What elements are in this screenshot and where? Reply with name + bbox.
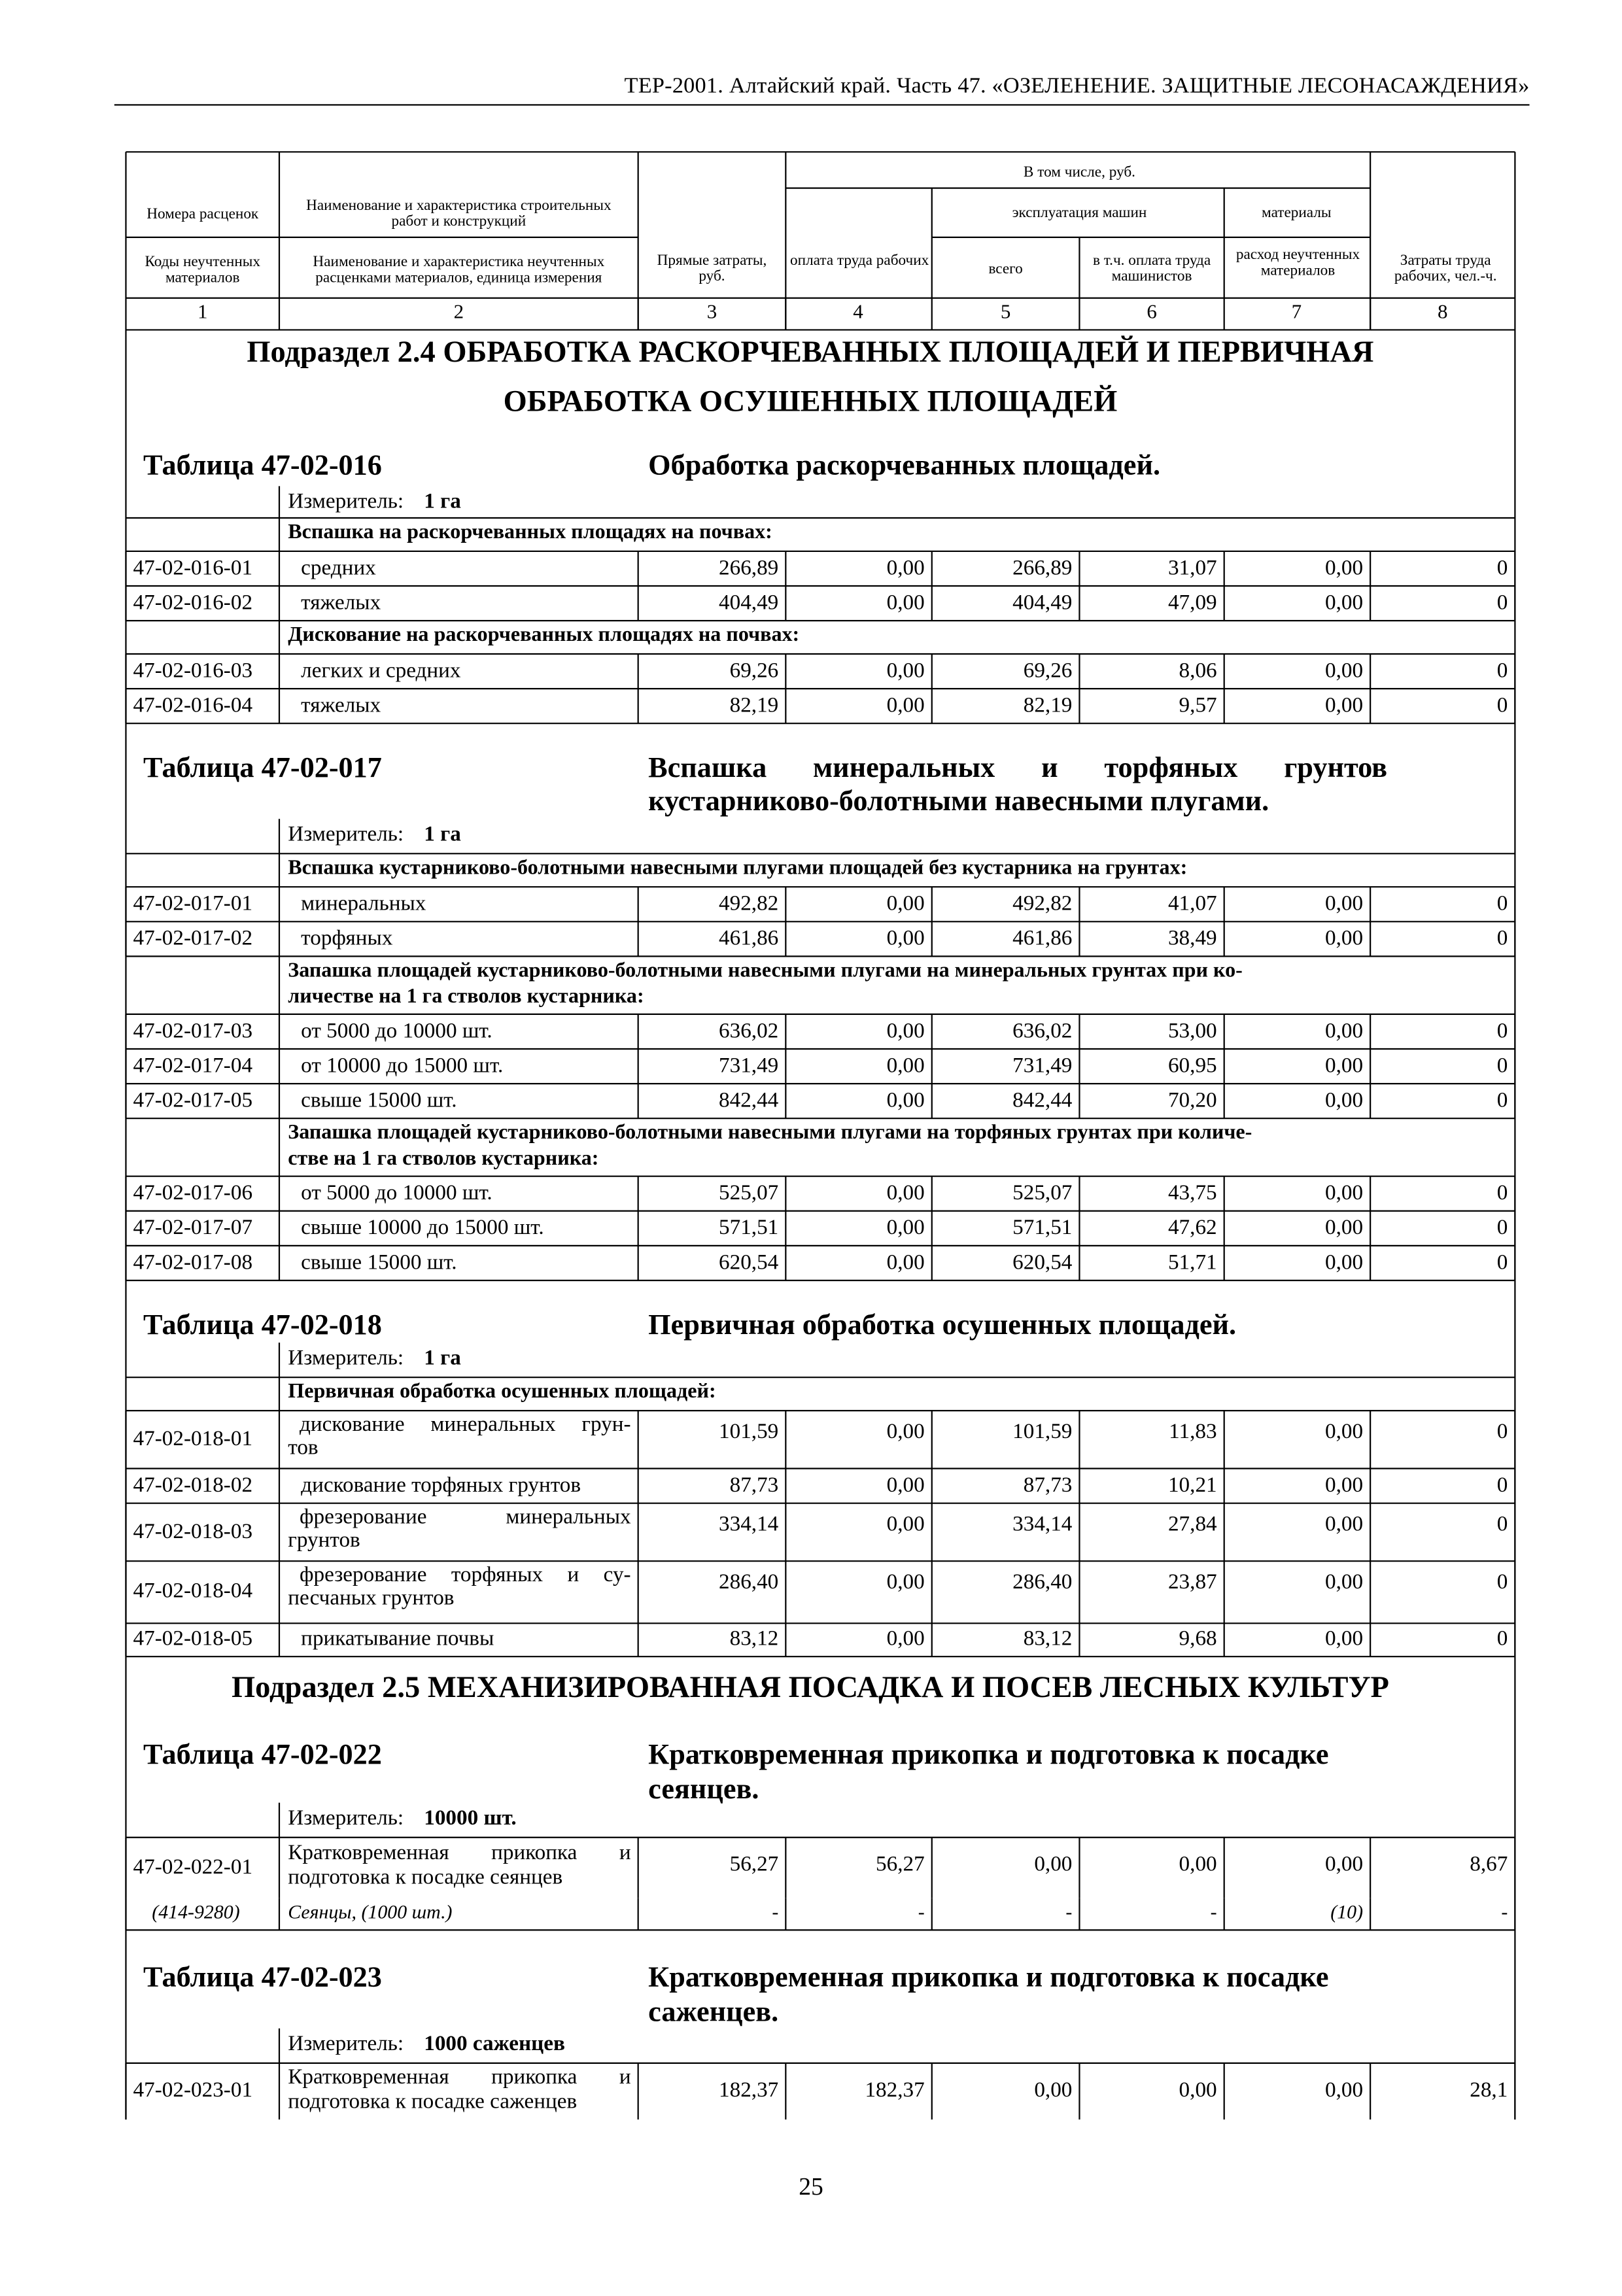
header-incl: В том числе, руб. (1023, 165, 1135, 181)
rate-code: 47-02-017-07 (133, 1216, 253, 1239)
header-col5: всего (988, 262, 1023, 278)
header-col7: расход неучтенных материалов (1235, 247, 1360, 280)
work-name-cont: тов (288, 1436, 319, 1460)
material-value-col-7: (10) (1330, 1901, 1364, 1923)
table-label: Таблица 47-02-022 (143, 1739, 382, 1771)
table-title: Кратковременная прикопка и подготовка к посадке (648, 1739, 1329, 1771)
unit-label: Измеритель: (288, 1346, 404, 1371)
column-number-1: 1 (197, 302, 208, 324)
rate-code: 47-02-018-02 (133, 1473, 253, 1497)
value-col-3: 334,14 (719, 1513, 779, 1537)
value-col-3: 492,82 (719, 891, 779, 916)
value-col-5: 69,26 (1023, 659, 1073, 683)
value-col-4: 0,00 (886, 891, 925, 916)
rate-code: 47-02-018-05 (133, 1627, 253, 1651)
column-number-5: 5 (1000, 302, 1011, 324)
rate-code: 47-02-017-01 (133, 891, 253, 916)
value-col-5: 571,51 (1012, 1216, 1073, 1239)
rate-code: 47-02-017-05 (133, 1088, 253, 1112)
value-col-7: 0,00 (1325, 1420, 1364, 1444)
work-name: тяжелых (301, 693, 381, 717)
value-col-7: 0,00 (1325, 1473, 1364, 1497)
value-col-4: 0,00 (886, 591, 925, 615)
value-col-7: 0,00 (1325, 659, 1364, 683)
value-col-3: 636,02 (719, 1019, 779, 1043)
value-col-4: 0,00 (886, 1019, 925, 1043)
value-col-5: 334,14 (1012, 1513, 1073, 1537)
value-col-8: 28,1 (1470, 2079, 1508, 2102)
value-col-8: 0 (1496, 1571, 1508, 1595)
work-name: Кратковременная прикопка и (288, 1842, 631, 1865)
work-name-cont: песчаных грунтов (288, 1587, 455, 1611)
value-col-4: 0,00 (886, 1571, 925, 1595)
value-col-7: 0,00 (1325, 1019, 1364, 1043)
value-col-3: 525,07 (719, 1181, 779, 1205)
value-col-6: 9,57 (1179, 693, 1217, 717)
value-col-7: 0,00 (1325, 1853, 1364, 1877)
value-col-3: 731,49 (719, 1054, 779, 1078)
value-col-6: 43,75 (1167, 1181, 1217, 1205)
value-col-6: 31,07 (1167, 556, 1217, 580)
work-name: фрезерование минеральных (299, 1506, 631, 1530)
value-col-8: 0 (1496, 891, 1508, 916)
value-col-4: 0,00 (886, 1420, 925, 1444)
work-name: от 5000 до 10000 шт. (301, 1181, 492, 1205)
unit-value: 1 га (424, 823, 461, 847)
value-col-3: 182,37 (719, 2079, 779, 2102)
header-col8: Затраты труда рабочих, чел.-ч. (1394, 253, 1497, 285)
value-col-7: 0,00 (1325, 591, 1364, 615)
rate-code: 47-02-018-01 (133, 1427, 253, 1450)
rate-code: 47-02-017-04 (133, 1054, 253, 1078)
value-col-5: 83,12 (1023, 1627, 1073, 1651)
value-col-4: 0,00 (886, 1473, 925, 1497)
group-heading: Запашка площадей кустарниково-болотными навесными плугами на минеральных грунтах при ко- (288, 959, 1243, 983)
value-col-8: 8,67 (1470, 1853, 1508, 1877)
unit-label: Измеритель: (288, 823, 404, 847)
unit-value: 1000 саженцев (424, 2032, 565, 2056)
column-number-4: 4 (853, 302, 863, 324)
value-col-7: 0,00 (1325, 556, 1364, 580)
header-col1-top: Номера расценок (147, 207, 259, 223)
value-col-3: 461,86 (719, 927, 779, 950)
value-col-3: 266,89 (719, 556, 779, 580)
rate-code: 47-02-018-03 (133, 1520, 253, 1543)
value-col-8: 0 (1496, 591, 1508, 615)
value-col-6: 11,83 (1169, 1420, 1217, 1444)
subsection-title: Подраздел 2.5 МЕХАНИЗИРОВАННАЯ ПОСАДКА И ПОСЕВ ЛЕСНЫХ КУЛЬТУР (231, 1670, 1389, 1705)
value-col-6: 8,06 (1179, 659, 1217, 683)
value-col-6: 38,49 (1167, 927, 1217, 950)
value-col-8: 0 (1496, 659, 1508, 683)
material-value-col-3: - (772, 1901, 779, 1923)
rate-code: 47-02-016-03 (133, 659, 253, 683)
value-col-3: 286,40 (719, 1571, 779, 1595)
table-title-line2: кустарниково-болотными навесными плугами. (648, 785, 1269, 818)
value-col-7: 0,00 (1325, 1088, 1364, 1112)
page-number: 25 (799, 2173, 823, 2201)
value-col-8: 0 (1496, 1627, 1508, 1651)
work-name: дискование минеральных грун- (299, 1413, 631, 1437)
value-col-6: 10,21 (1167, 1473, 1217, 1497)
value-col-5: 0,00 (1034, 1853, 1073, 1877)
value-col-3: 69,26 (729, 659, 779, 683)
table-title-line2: сеянцев. (648, 1773, 759, 1806)
work-name: свыше 15000 шт. (301, 1250, 457, 1275)
value-col-7: 0,00 (1325, 1627, 1364, 1651)
work-name: свыше 15000 шт. (301, 1088, 457, 1112)
header-col2-top: Наименование и характеристика строительных работ и конструкций (306, 198, 612, 230)
value-col-6: 47,62 (1167, 1216, 1217, 1239)
rate-code: 47-02-016-02 (133, 591, 253, 615)
table-title: Кратковременная прикопка и подготовка к посадке (648, 1962, 1329, 1994)
work-name: Кратковременная прикопка и (288, 2066, 631, 2089)
value-col-7: 0,00 (1325, 927, 1364, 950)
column-number-6: 6 (1147, 302, 1157, 324)
value-col-4: 0,00 (886, 1054, 925, 1078)
material-value-col-8: - (1501, 1901, 1508, 1923)
material-name: Сеянцы, (1000 шт.) (288, 1901, 453, 1923)
header-col1-bottom: Коды неучтенных материалов (145, 254, 260, 287)
value-col-3: 404,49 (719, 591, 779, 615)
value-col-3: 842,44 (719, 1088, 779, 1112)
value-col-3: 571,51 (719, 1216, 779, 1239)
work-name: прикатывание почвы (301, 1627, 494, 1651)
unit-label: Измеритель: (288, 2032, 404, 2056)
group-heading-cont: личестве на 1 га стволов кустарника: (288, 985, 644, 1009)
group-heading: Вспашка на раскорчеванных площадях на почвах: (288, 521, 772, 544)
value-col-6: 60,95 (1167, 1054, 1217, 1078)
value-col-8: 0 (1496, 1054, 1508, 1078)
value-col-8: 0 (1496, 1216, 1508, 1239)
value-col-5: 286,40 (1012, 1571, 1073, 1595)
value-col-5: 82,19 (1023, 693, 1073, 717)
value-col-6: 53,00 (1167, 1019, 1217, 1043)
table-title: Вспашка минеральных и торфяных грунтов (648, 752, 1388, 785)
value-col-4: 0,00 (886, 1250, 925, 1275)
unit-value: 10000 шт. (424, 1807, 517, 1830)
value-col-3: 87,73 (729, 1473, 779, 1497)
value-col-5: 101,59 (1012, 1420, 1073, 1444)
column-number-8: 8 (1438, 302, 1448, 324)
header-col2-bottom: Наименование и характеристика неучтенных расценками материалов, единица измерения (313, 254, 605, 287)
rate-code: 47-02-023-01 (133, 2079, 253, 2102)
value-col-5: 620,54 (1012, 1250, 1073, 1275)
value-col-6: 47,09 (1167, 591, 1217, 615)
work-name-cont: подготовка к посадке саженцев (288, 2090, 578, 2114)
value-col-3: 620,54 (719, 1250, 779, 1275)
value-col-4: 0,00 (886, 659, 925, 683)
value-col-5: 0,00 (1034, 2079, 1073, 2102)
value-col-7: 0,00 (1325, 1513, 1364, 1537)
work-name: средних (301, 556, 376, 580)
header-col3: Прямые затраты, руб. (657, 253, 767, 285)
column-number-2: 2 (453, 302, 464, 324)
value-col-3: 101,59 (719, 1420, 779, 1444)
table-title: Обработка раскорчеванных площадей. (648, 450, 1161, 482)
value-col-6: 41,07 (1167, 891, 1217, 916)
value-col-8: 0 (1496, 1088, 1508, 1112)
table-label: Таблица 47-02-018 (143, 1309, 382, 1341)
value-col-5: 842,44 (1012, 1088, 1073, 1112)
work-name: тяжелых (301, 591, 381, 615)
value-col-6: 0,00 (1179, 2079, 1217, 2102)
value-col-8: 0 (1496, 693, 1508, 717)
rate-code: 47-02-017-06 (133, 1181, 253, 1205)
group-heading: Первичная обработка осушенных площадей: (288, 1380, 716, 1404)
value-col-4: 0,00 (886, 1181, 925, 1205)
value-col-7: 0,00 (1325, 1181, 1364, 1205)
value-col-8: 0 (1496, 556, 1508, 580)
value-col-5: 266,89 (1012, 556, 1073, 580)
value-col-6: 51,71 (1167, 1250, 1217, 1275)
rate-code: 47-02-017-02 (133, 927, 253, 950)
value-col-5: 404,49 (1012, 591, 1073, 615)
rate-code: 47-02-017-08 (133, 1250, 253, 1275)
rate-code: 47-02-016-04 (133, 693, 253, 717)
value-col-7: 0,00 (1325, 891, 1364, 916)
rate-code: 47-02-018-04 (133, 1579, 253, 1603)
subsection-title: Подраздел 2.4 ОБРАБОТКА РАСКОРЧЕВАННЫХ ПЛОЩАДЕЙ И ПЕРВИЧНАЯ (247, 334, 1374, 369)
value-col-8: 0 (1496, 1181, 1508, 1205)
group-heading-cont: стве на 1 га стволов кустарника: (288, 1147, 599, 1171)
rate-code: 47-02-016-01 (133, 556, 253, 580)
table-title: Первичная обработка осушенных площадей. (648, 1309, 1237, 1341)
value-col-4: 0,00 (886, 693, 925, 717)
material-value-col-5: - (1065, 1901, 1073, 1923)
value-col-7: 0,00 (1325, 1250, 1364, 1275)
value-col-7: 0,00 (1325, 2079, 1364, 2102)
table-label: Таблица 47-02-016 (143, 450, 382, 482)
value-col-4: 0,00 (886, 1513, 925, 1537)
work-name: торфяных (301, 927, 393, 950)
value-col-4: 0,00 (886, 556, 925, 580)
column-number-7: 7 (1291, 302, 1302, 324)
value-col-5: 525,07 (1012, 1181, 1073, 1205)
value-col-5: 461,86 (1012, 927, 1073, 950)
group-heading: Вспашка кустарниково-болотными навесными плугами площадей без кустарника на грунтах: (288, 856, 1188, 880)
table-label: Таблица 47-02-023 (143, 1962, 382, 1994)
value-col-4: 0,00 (886, 927, 925, 950)
value-col-4: 182,37 (865, 2079, 925, 2102)
value-col-4: 56,27 (876, 1853, 925, 1877)
value-col-8: 0 (1496, 927, 1508, 950)
value-col-5: 636,02 (1012, 1019, 1073, 1043)
material-value-col-4: - (918, 1901, 925, 1923)
group-heading: Дискование на раскорчеванных площадях на почвах: (288, 623, 800, 647)
value-col-6: 23,87 (1167, 1571, 1217, 1595)
header-col4: оплата труда рабочих (790, 253, 929, 269)
header-machines: эксплуатация машин (1012, 205, 1147, 222)
value-col-5: 87,73 (1023, 1473, 1073, 1497)
unit-label: Измеритель: (288, 1807, 404, 1830)
value-col-4: 0,00 (886, 1216, 925, 1239)
value-col-6: 70,20 (1167, 1088, 1217, 1112)
value-col-7: 0,00 (1325, 1571, 1364, 1595)
work-name-cont: грунтов (288, 1529, 360, 1552)
work-name: фрезерование торфяных и су- (299, 1564, 631, 1588)
work-name: от 5000 до 10000 шт. (301, 1019, 492, 1043)
subsection-title-line2: ОБРАБОТКА ОСУШЕННЫХ ПЛОЩАДЕЙ (503, 383, 1118, 419)
value-col-3: 56,27 (729, 1853, 779, 1877)
value-col-8: 0 (1496, 1019, 1508, 1043)
rate-code: 47-02-022-01 (133, 1856, 253, 1879)
value-col-4: 0,00 (886, 1627, 925, 1651)
value-col-3: 82,19 (729, 693, 779, 717)
value-col-8: 0 (1496, 1250, 1508, 1275)
work-name: легких и средних (301, 659, 461, 683)
header-col6: в т.ч. оплата труда машинистов (1092, 253, 1211, 285)
header-materials: материалы (1262, 205, 1332, 222)
group-heading: Запашка площадей кустарниково-болотными навесными плугами на торфяных грунтах при количе- (288, 1121, 1252, 1145)
value-col-6: 9,68 (1179, 1627, 1217, 1651)
work-name: дискование торфяных грунтов (301, 1473, 581, 1497)
work-name-cont: подготовка к посадке сеянцев (288, 1866, 563, 1890)
value-col-4: 0,00 (886, 1088, 925, 1112)
column-number-3: 3 (706, 302, 717, 324)
value-col-7: 0,00 (1325, 693, 1364, 717)
value-col-8: 0 (1496, 1473, 1508, 1497)
work-name: от 10000 до 15000 шт. (301, 1054, 504, 1078)
value-col-3: 83,12 (729, 1627, 779, 1651)
work-name: минеральных (301, 891, 426, 916)
material-code: (414-9280) (152, 1901, 240, 1923)
unit-label: Измеритель: (288, 490, 404, 514)
value-col-8: 0 (1496, 1513, 1508, 1537)
value-col-6: 27,84 (1167, 1513, 1217, 1537)
unit-value: 1 га (424, 1346, 461, 1371)
table-label: Таблица 47-02-017 (143, 752, 382, 785)
table-title-line2: саженцев. (648, 1996, 779, 2029)
value-col-7: 0,00 (1325, 1054, 1364, 1078)
unit-value: 1 га (424, 490, 461, 514)
work-name: свыше 10000 до 15000 шт. (301, 1216, 544, 1239)
material-value-col-6: - (1210, 1901, 1217, 1923)
value-col-6: 0,00 (1179, 1853, 1217, 1877)
value-col-7: 0,00 (1325, 1216, 1364, 1239)
value-col-5: 731,49 (1012, 1054, 1073, 1078)
rate-code: 47-02-017-03 (133, 1019, 253, 1043)
value-col-8: 0 (1496, 1420, 1508, 1444)
value-col-5: 492,82 (1012, 891, 1073, 916)
running-header: ТЕР-2001. Алтайский край. Часть 47. «ОЗЕЛЕНЕНИЕ. ЗАЩИТНЫЕ ЛЕСОНАСАЖДЕНИЯ» (624, 73, 1530, 99)
